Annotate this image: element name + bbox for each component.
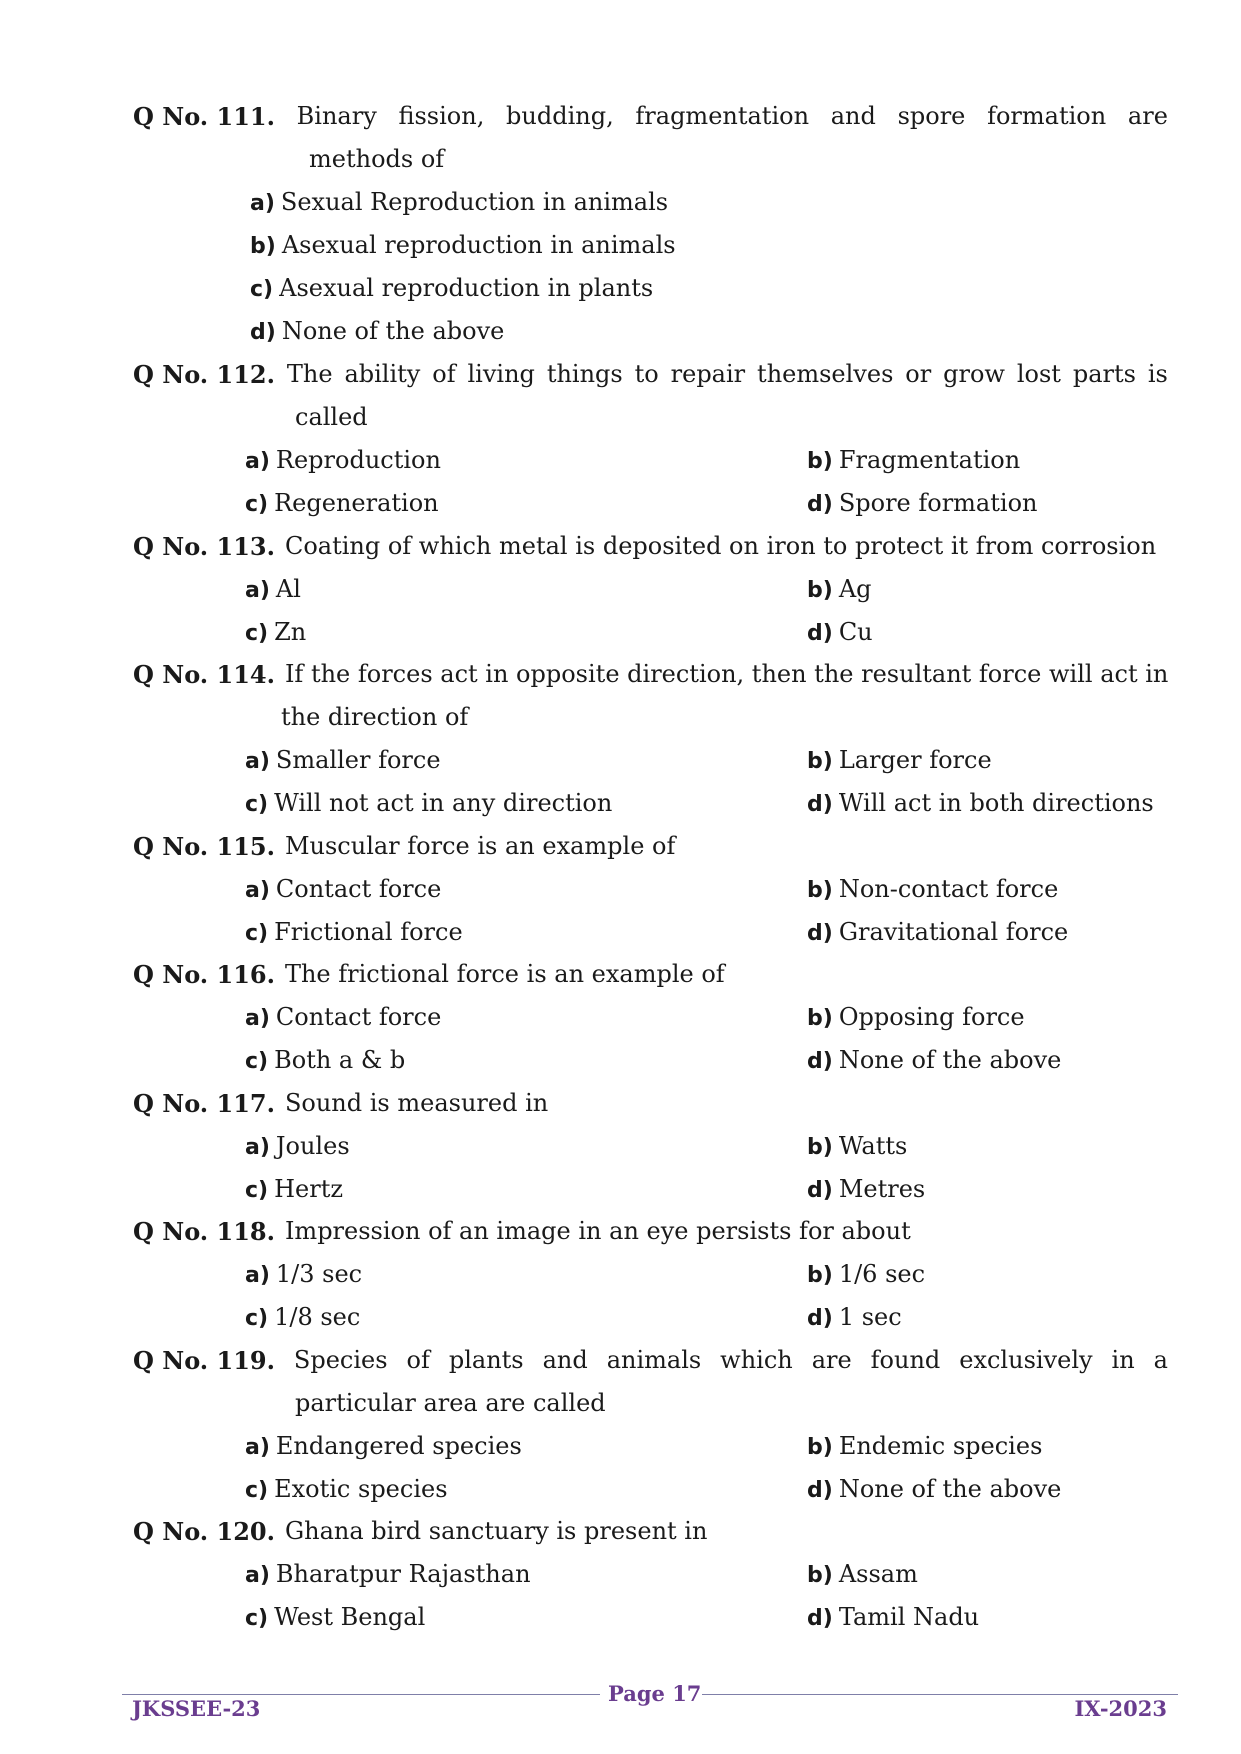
option-b: b) Fragmentation <box>807 446 1021 474</box>
question-number: Q No. 113. <box>133 532 275 561</box>
option-b: b) Assam <box>807 1560 918 1588</box>
question-text: Impression of an image in an eye persists for about <box>284 1217 911 1245</box>
option-b: b) Larger force <box>807 746 992 774</box>
question-number: Q No. 115. <box>133 832 275 861</box>
option-b: b) Endemic species <box>807 1432 1043 1460</box>
question-line: Q No. 112. The ability of living things to repair themselves or grow lost parts is <box>133 353 1168 396</box>
option-d: d) None of the above <box>250 317 505 345</box>
question-text: Muscular force is an example of <box>284 832 676 860</box>
footer-divider-right <box>702 1694 1178 1695</box>
option-d: d) Gravitational force <box>807 918 1069 946</box>
option-d: d) None of the above <box>807 1475 1062 1503</box>
option-c: c) Frictional force <box>245 918 463 946</box>
option-d: d) None of the above <box>807 1046 1062 1074</box>
option-c: c) Asexual reproduction in plants <box>250 274 654 302</box>
question-number: Q No. 120. <box>133 1517 275 1546</box>
option-a: a) Bharatpur Rajasthan <box>245 1560 531 1588</box>
question-text: If the forces act in opposite direction, then the resultant force will act in <box>284 660 1169 688</box>
question-line <box>133 953 1168 996</box>
option-c: c) Exotic species <box>245 1475 448 1503</box>
question-number: Q No. 118. <box>133 1217 275 1246</box>
question-number: Q No. 117. <box>133 1089 275 1118</box>
question-number: Q No. 116. <box>133 960 275 989</box>
question-line: Q No. 111. Binary fission, budding, fragmentation and spore formation are <box>133 95 1168 138</box>
footer-exam-code: JKSSEE-23 <box>132 1696 261 1721</box>
question-119 <box>133 1339 1168 1425</box>
question-line <box>133 1510 1168 1553</box>
question-117 <box>133 1082 1168 1125</box>
question-number: Q No. 114. <box>133 660 275 689</box>
option-d: d) Spore formation <box>807 489 1038 517</box>
question-number: Q No. 112. <box>133 360 275 389</box>
question-line <box>133 825 1168 868</box>
option-b: b) 1/6 sec <box>807 1260 926 1288</box>
option-c: c) Both a & b <box>245 1046 406 1074</box>
question-text: The frictional force is an example of <box>284 960 725 988</box>
option-a: a) Smaller force <box>245 746 441 774</box>
question-text-continued: methods of <box>309 145 445 173</box>
option-a: a) Contact force <box>245 875 442 903</box>
question-120 <box>133 1510 1168 1553</box>
question-116 <box>133 953 1168 996</box>
footer-class-year: IX-2023 <box>1074 1696 1167 1721</box>
question-115 <box>133 825 1168 868</box>
question-text: Ghana bird sanctuary is present in <box>284 1517 708 1545</box>
question-text-continued: particular area are called <box>295 1389 606 1417</box>
question-line <box>133 1210 1168 1253</box>
option-a: a) 1/3 sec <box>245 1260 363 1288</box>
question-line <box>133 525 1168 568</box>
question-111 <box>133 95 1168 181</box>
option-b: b) Ag <box>807 575 872 603</box>
question-112 <box>133 353 1168 439</box>
question-number: Q No. 111. <box>133 102 275 131</box>
question-114 <box>133 653 1168 739</box>
option-b: b) Opposing force <box>807 1003 1025 1031</box>
option-a: a) Contact force <box>245 1003 442 1031</box>
question-line: Q No. 119. Species of plants and animals which are found exclusively in a <box>133 1339 1168 1382</box>
option-d: d) 1 sec <box>807 1303 902 1331</box>
option-a: a) Reproduction <box>245 446 441 474</box>
option-c: c) Hertz <box>245 1175 344 1203</box>
option-a: a) Sexual Reproduction in animals <box>250 188 669 216</box>
question-line <box>133 653 1168 696</box>
option-b: b) Asexual reproduction in animals <box>250 231 676 259</box>
option-d: d) Will act in both directions <box>807 789 1154 817</box>
option-c: c) Will not act in any direction <box>245 789 613 817</box>
option-d: d) Tamil Nadu <box>807 1603 980 1631</box>
option-c: c) West Bengal <box>245 1603 426 1631</box>
question-number: Q No. 119. <box>133 1346 275 1375</box>
option-c: c) 1/8 sec <box>245 1303 361 1331</box>
option-d: d) Cu <box>807 618 873 646</box>
option-d: d) Metres <box>807 1175 926 1203</box>
option-c: c) Regeneration <box>245 489 439 517</box>
option-a: a) Endangered species <box>245 1432 522 1460</box>
option-a: a) Joules <box>245 1132 350 1160</box>
page-number: Page 17 <box>608 1681 702 1706</box>
question-text-continued: called <box>295 403 368 431</box>
question-text: Coating of which metal is deposited on iron to protect it from corrosion <box>284 532 1157 560</box>
option-b: b) Non-contact force <box>807 875 1059 903</box>
question-line <box>133 1082 1168 1125</box>
option-b: b) Watts <box>807 1132 908 1160</box>
option-a: a) Al <box>245 575 301 603</box>
question-text: Sound is measured in <box>284 1089 549 1117</box>
question-113 <box>133 525 1168 568</box>
option-c: c) Zn <box>245 618 307 646</box>
question-text-continued: the direction of <box>281 703 469 731</box>
footer-divider-left <box>122 1694 600 1695</box>
question-118 <box>133 1210 1168 1253</box>
